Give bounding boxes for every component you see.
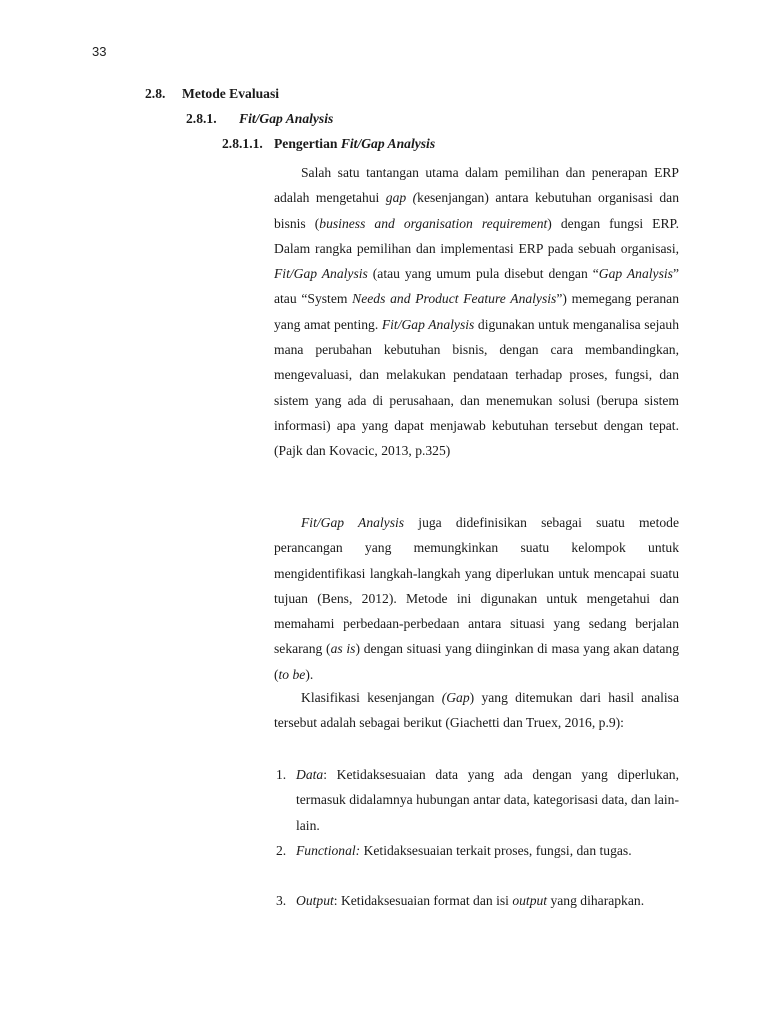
subsection-heading bbox=[186, 111, 333, 127]
subsubsection-number: 2.8.1.1. bbox=[222, 136, 263, 151]
subsubsection-title-plain: Pengertian bbox=[274, 136, 341, 151]
page-number: 33 bbox=[92, 44, 107, 59]
subsubsection-title-italic: Fit/Gap Analysis bbox=[340, 136, 436, 151]
gap-list bbox=[274, 762, 679, 838]
subsection-title: Fit/Gap Analysis bbox=[239, 111, 334, 126]
gap-list bbox=[274, 838, 679, 863]
section-number: 2.8. bbox=[145, 86, 166, 101]
paragraph-1: Salah satu tantangan utama dalam pemilihan dan penerapan ERP adalah mengetahui gap (kesenjangan) antara kebutuhan organisasi dan bisnis (business and organisation requirement) dengan fungsi ERP. Dalam rangka pemilihan dan implementasi ERP pada sebuah organisasi, Fit/Gap Analysis (atau yang umum pula disebut dengan “Gap Analysis” atau “System Needs and Product Feature Analysis”) memegang peranan yang amat penting. Fit/Gap Analysis digunakan untuk menganalisa sejauh mana perubahan kebutuhan bisnis, dengan cara membandingkan, mengevaluasi, dan melakukan pendataan terhadap proses, fungsi, dan sistem yang ada di perusahaan, dan menemukan solusi (berupa sistem informasi) apa yang dapat menjawab kebutuhan tersebut dengan tepat. (Pajk dan Kovacic, 2013, p.325) bbox=[274, 165, 680, 459]
paragraph-3: Klasifikasi kesenjangan (Gap) yang ditemukan dari hasil analisa tersebut adalah sebagai berikut (Giachetti dan Truex, 2016, p.9): bbox=[274, 690, 680, 731]
section-heading bbox=[145, 86, 279, 102]
gap-list bbox=[274, 888, 679, 913]
list-item: 1. Data: Ketidaksesuaian data yang ada dengan yang diperlukan, termasuk didalamnya hubungan antar data, kategorisasi data, dan lain-lain. bbox=[276, 767, 679, 833]
list-item: 2. Functional: Ketidaksesuaian terkait proses, fungsi, dan tugas. bbox=[276, 843, 632, 858]
subsection-number: 2.8.1. bbox=[186, 111, 217, 126]
section-title: Metode Evaluasi bbox=[182, 86, 280, 101]
paragraph-2: Fit/Gap Analysis juga didefinisikan sebagai suatu metode perancangan yang memungkinkan suatu kelompok untuk mengidentifikasi langkah-langkah yang diperlukan untuk mencapai suatu tujuan (Bens, 2012). Metode ini digunakan untuk mengetahui dan memahami perbedaan-perbedaan antara situasi yang sedang berjalan sekarang (as is) dengan situasi yang diinginkan di masa yang akan datang (to be). bbox=[274, 515, 679, 682]
subsubsection-heading bbox=[222, 136, 435, 152]
list-item: 3. Output: Ketidaksesuaian format dan isi output yang diharapkan. bbox=[276, 893, 645, 908]
